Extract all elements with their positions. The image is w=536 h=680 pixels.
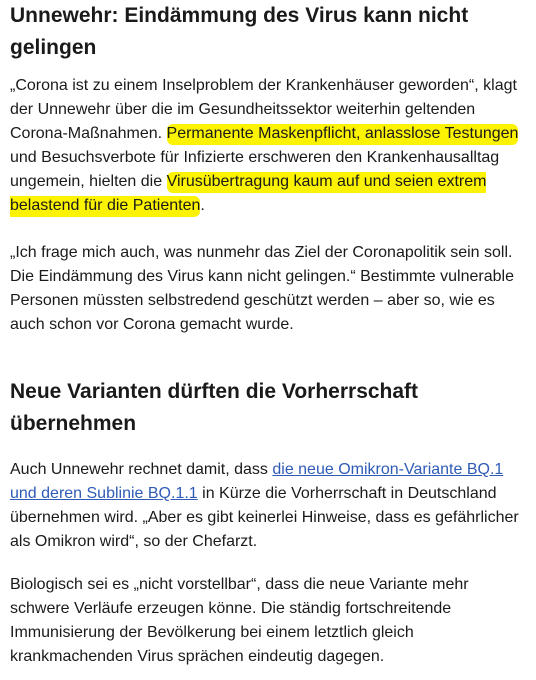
- section-heading-unnewehr: Unnewehr: Eindämmung des Virus kann nicht gelingen: [10, 4, 469, 59]
- omikron-variant-link[interactable]: die neue Omikron-Variante BQ.1 und deren Sublinie BQ.1.1: [10, 461, 504, 502]
- paragraph-omikron: [10, 458, 528, 554]
- paragraph-text: Auch Unnewehr rechnet damit, dass: [10, 461, 273, 478]
- paragraph-biologisch: Biologisch sei es „nicht vorstellbar“, dass die neue Variante mehr schwere Verläufe erzeugen könne. Die ständig fortschreitende Immunisierung der Bevölkerung bei einem letztlich gleich krankmachenden Virus sprächen eindeutig dagegen.: [10, 576, 469, 665]
- paragraph-text: in Kürze die Vorherrschaft in Deutschland übernehmen wird. „Aber es gibt keinerlei Hinweise, dass es gefährlicher als Omikron wird“, so der Chefarzt.: [10, 485, 519, 550]
- highlight-virusuebertragung: Virusübertragung kaum auf und seien extrem belastend für die Patienten: [10, 172, 486, 217]
- paragraph-coronapolitik: „Ich frage mich auch, was nunmehr das Ziel der Coronapolitik sein soll. Die Eindämmung des Virus kann nicht gelingen.“ Bestimmte vulnerable Personen müssten selbstredend geschützt werden – aber so, wie es auch schon vor Corona gemacht wurde.: [10, 244, 514, 333]
- paragraph-text: .: [200, 197, 205, 214]
- paragraph-inselproblem: [10, 74, 528, 218]
- highlight-maskenpflicht: Permanente Maskenpflicht, anlasslose Testungen: [167, 124, 519, 145]
- section-heading-varianten: Neue Varianten dürften die Vorherrschaft übernehmen: [10, 380, 419, 435]
- paragraph-text: „Corona ist zu einem Inselproblem der Krankenhäuser geworden“, klagt der Unnewehr über die im Gesundheitssektor weiterhin geltenden Corona-Maßnahmen.: [10, 77, 517, 142]
- paragraph-text: und Besuchsverbote für Infizierte erschweren den Krankenhausalltag ungemein, hielten die: [10, 149, 500, 190]
